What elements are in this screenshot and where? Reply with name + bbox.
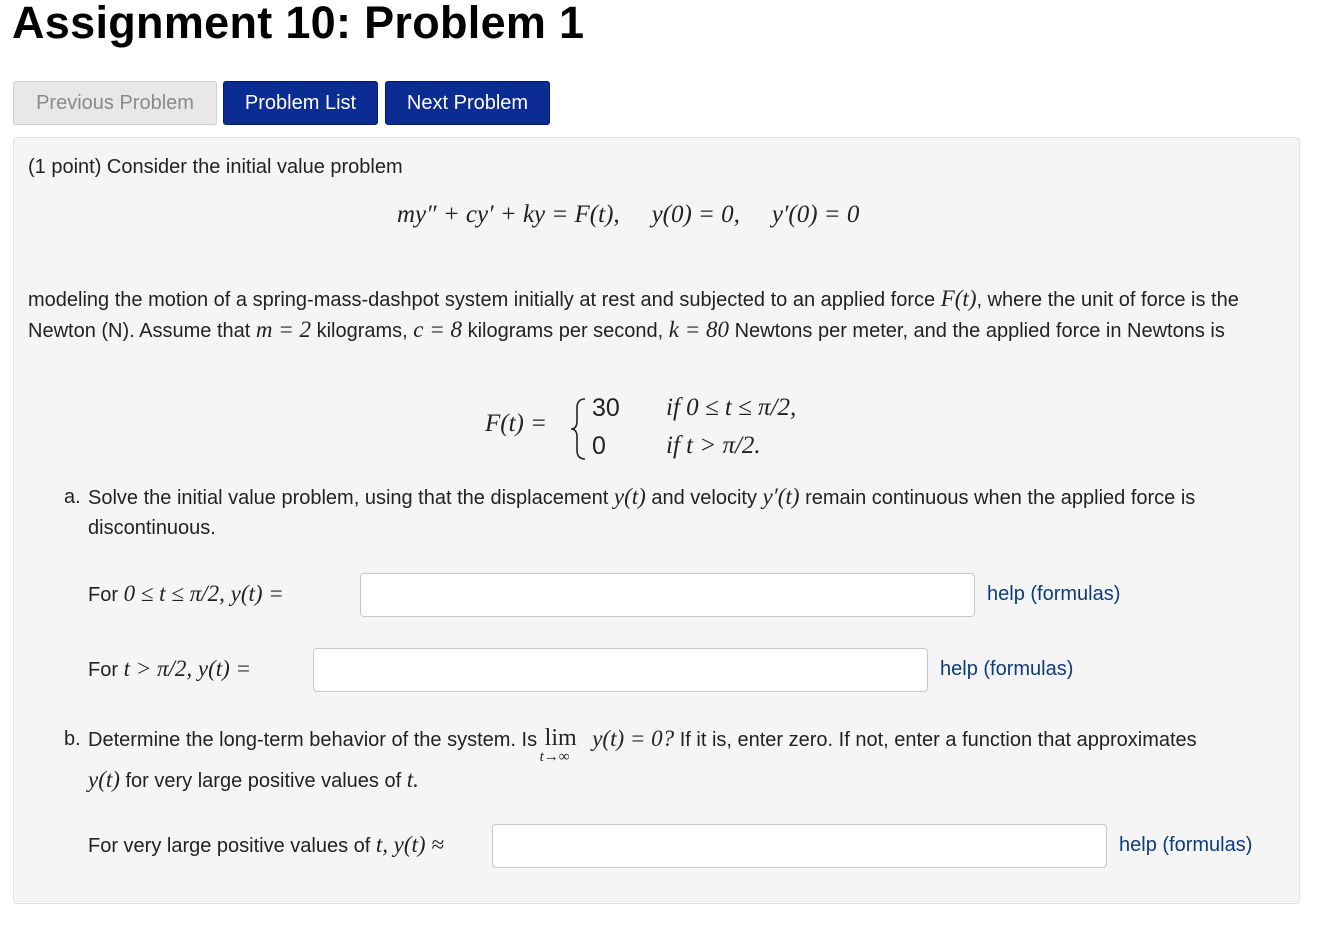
answer-input-1[interactable] [360, 573, 975, 617]
part-a-row1-math: 0 ≤ t ≤ π/2, y(t) = [123, 581, 284, 606]
desc-k-math: k = 80 [668, 317, 730, 342]
problem-description [28, 284, 1286, 346]
problem-intro: (1 point) Consider the initial value problem [28, 156, 403, 178]
force-case-2-value: 0 [592, 432, 606, 460]
part-a-y-math: y(t) [613, 484, 646, 509]
ode-equation [397, 200, 859, 229]
part-a-row2-label [88, 654, 251, 685]
previous-problem-button[interactable]: Previous Problem [13, 81, 217, 125]
part-b-row-prefix: For very large positive values of [88, 835, 371, 857]
part-b-line-2 [88, 765, 419, 796]
desc-part-4: kilograms per second, [467, 320, 664, 342]
problem-box [13, 137, 1300, 904]
force-case-2-condition: if t > π/2. [666, 432, 761, 459]
part-b-row-t: t, [375, 832, 389, 857]
problem-list-button[interactable]: Problem List [223, 81, 378, 125]
part-a-text-1: Solve the initial value problem, using that the displacement [88, 487, 609, 509]
part-a-row2-prefix: For [88, 659, 118, 681]
desc-c-math: c = 8 [413, 317, 463, 342]
part-a-row1-prefix: For [88, 584, 118, 606]
help-formulas-link-1[interactable]: help (formulas) [987, 583, 1121, 605]
part-b-row-label [88, 830, 444, 861]
desc-part-1: modeling the motion of a spring-mass-dashpot system initially at rest and subjected to an applied force [28, 289, 936, 311]
force-case-1-condition: if 0 ≤ t ≤ π/2, [666, 394, 797, 421]
ode-ic1: y(0) = 0, [651, 201, 740, 228]
ode-ic2: y′(0) = 0 [771, 201, 860, 228]
desc-part-2: , where the unit of force is the Newton (N). Assume that [28, 289, 1239, 342]
answer-input-2[interactable] [313, 648, 928, 692]
part-a-text [88, 482, 1288, 543]
part-b-row-math: y(t) ≈ [393, 832, 444, 857]
limit-operator [539, 724, 587, 765]
desc-part-5: Newtons per meter, and the applied force in Newtons is [734, 320, 1225, 342]
limit-subscript: t→∞ [539, 749, 570, 765]
part-b-y-math: y(t) [88, 767, 120, 792]
desc-force-math: F(t) [940, 286, 977, 311]
ode-lhs: my″ + cy′ + ky = F(t), [397, 201, 620, 228]
part-a-text-2: and velocity [651, 487, 757, 509]
desc-m-math: m = 2 [255, 317, 312, 342]
part-a-text-3: remain continuous when the applied force is discontinuous. [88, 487, 1196, 539]
part-a-row1-label [88, 579, 284, 610]
next-problem-button[interactable]: Next Problem [385, 81, 550, 125]
part-b-text-3: for very large positive values of [125, 770, 402, 792]
help-formulas-link-3[interactable]: help (formulas) [1119, 834, 1253, 856]
part-b-line-1 [88, 724, 1288, 765]
force-case-1-value: 30 [592, 394, 620, 422]
part-a-row2-math: t > π/2, y(t) = [123, 656, 252, 681]
part-b-text-2: If it is, enter zero. If not, enter a function that approximates [679, 729, 1197, 751]
limit-lim: lim [544, 725, 577, 751]
limit-expression: y(t) = 0? [592, 726, 675, 751]
part-a-marker: a. [64, 486, 81, 508]
force-lhs: F(t) = [485, 410, 547, 437]
help-formulas-link-2[interactable]: help (formulas) [940, 658, 1074, 680]
part-a-yp-math: y′(t) [762, 484, 800, 509]
part-b-text-1: Determine the long-term behavior of the system. Is [88, 729, 538, 751]
page-title: Assignment 10: Problem 1 [12, 0, 585, 48]
desc-part-3: kilograms, [316, 320, 408, 342]
part-b-t-math: t. [406, 767, 419, 792]
answer-input-3[interactable] [492, 824, 1107, 868]
part-b-marker: b. [64, 728, 81, 750]
piecewise-brace [569, 396, 589, 462]
